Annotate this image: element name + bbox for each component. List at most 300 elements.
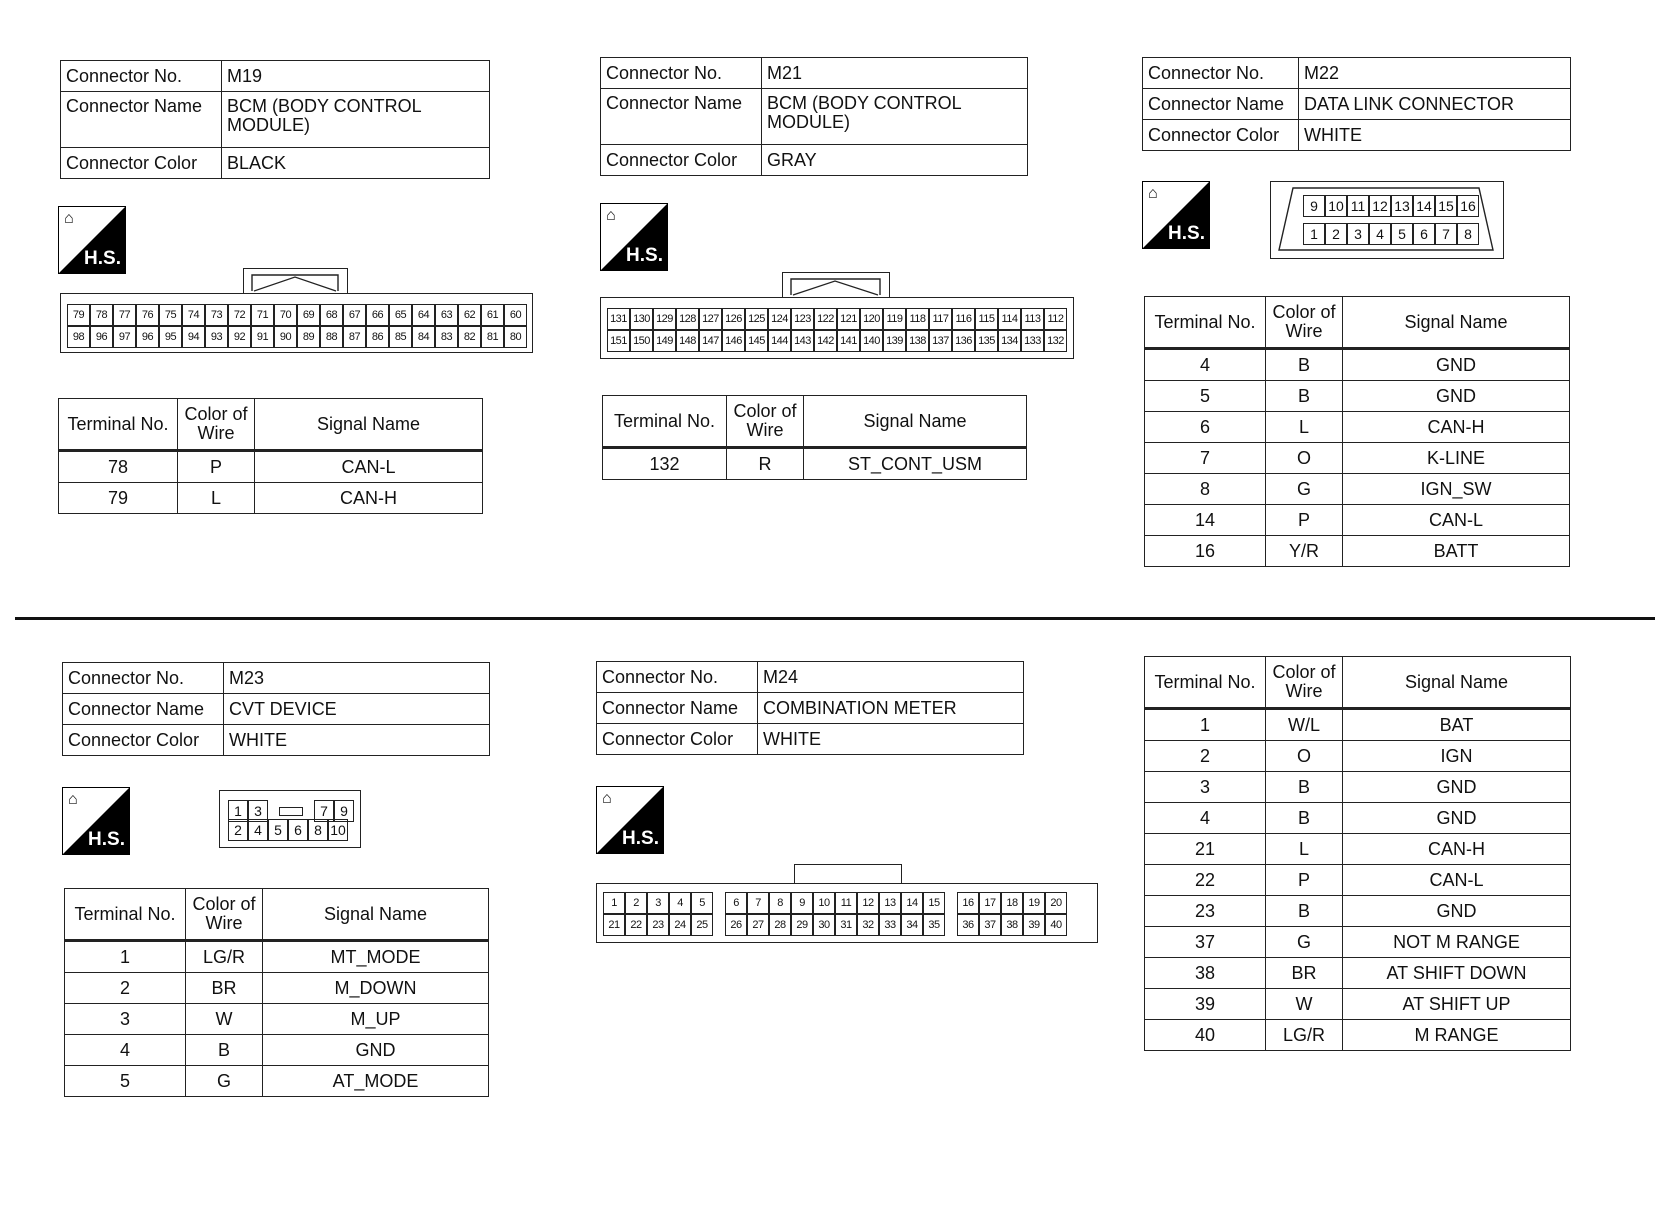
signal-name-cell: BAT <box>1343 709 1571 741</box>
pin-cavity: 30 <box>813 914 835 936</box>
terminal-no-cell: 16 <box>1145 536 1266 567</box>
signal-name-cell: M_UP <box>263 1004 489 1035</box>
terminal-no-cell: 3 <box>65 1004 186 1035</box>
terminal-no-cell: 79 <box>59 483 178 514</box>
pin-cavity: 127 <box>699 308 722 330</box>
signal-name-cell: GND <box>1343 772 1571 803</box>
pin-cavity: 143 <box>791 330 814 352</box>
table-row <box>65 1004 489 1035</box>
signal-name-cell: IGN <box>1343 741 1571 772</box>
signal-name-header: Signal Name <box>263 889 489 941</box>
wire-color-cell: LG/R <box>1266 1020 1343 1051</box>
terminal-no-cell: 38 <box>1145 958 1266 989</box>
m23-connector-face <box>219 790 361 848</box>
terminal-no-cell: 1 <box>1145 709 1266 741</box>
pin-cavity: 62 <box>458 304 481 326</box>
connector-name-label: Connector Name <box>1143 89 1299 120</box>
connector-no-label: Connector No. <box>61 61 222 92</box>
wire-color-cell: B <box>1266 349 1343 381</box>
pin-cavity: 8 <box>1457 223 1479 245</box>
pin-cavity: 15 <box>1435 195 1457 217</box>
pin-cavity: 1 <box>1303 223 1325 245</box>
pin-cavity: 28 <box>769 914 791 936</box>
connector-color-label: Connector Color <box>601 145 762 176</box>
connector-name-label: Connector Name <box>601 89 762 145</box>
table-row <box>1145 709 1571 741</box>
connector-no-value: M23 <box>224 663 490 694</box>
terminal-no-header: Terminal No. <box>603 396 727 448</box>
signal-name-cell: K-LINE <box>1343 443 1570 474</box>
wire-color-cell: LG/R <box>186 941 263 973</box>
table-row <box>1145 803 1571 834</box>
pin-cavity: 133 <box>1021 330 1044 352</box>
m21-terminal-table <box>602 395 1027 480</box>
signal-name-cell: NOT M RANGE <box>1343 927 1571 958</box>
pin-cavity: 131 <box>607 308 630 330</box>
connector-name-value: CVT DEVICE <box>224 694 490 725</box>
pin-cavity: 87 <box>343 326 366 348</box>
signal-name-cell: CAN-L <box>255 451 483 483</box>
pin-cavity: 88 <box>320 326 343 348</box>
table-row <box>65 973 489 1004</box>
pin-cavity: 7 <box>747 892 769 914</box>
pin-cavity: 14 <box>1413 195 1435 217</box>
table-row <box>59 451 483 483</box>
pin-cavity: 19 <box>1023 892 1045 914</box>
signal-name-cell: AT_MODE <box>263 1066 489 1097</box>
wire-color-cell: L <box>178 483 255 514</box>
pin-cavity: 119 <box>883 308 906 330</box>
pin-cavity: 23 <box>647 914 669 936</box>
pin-cavity: 13 <box>879 892 901 914</box>
signal-name-cell: GND <box>1343 349 1570 381</box>
pin-cavity: 67 <box>343 304 366 326</box>
terminal-no-cell: 4 <box>65 1035 186 1066</box>
harness-side-icon: ⌂ H.S. <box>1142 181 1210 249</box>
m23-terminal-table <box>64 888 489 1097</box>
pin-cavity: 14 <box>901 892 923 914</box>
pin-cavity: 79 <box>67 304 90 326</box>
terminal-no-cell: 37 <box>1145 927 1266 958</box>
wire-color-cell: B <box>1266 381 1343 412</box>
pin-cavity: 71 <box>251 304 274 326</box>
pin-cavity: 96 <box>90 326 113 348</box>
pin-cavity: 91 <box>251 326 274 348</box>
connector-color-value: WHITE <box>758 724 1024 755</box>
table-row <box>1145 865 1571 896</box>
pin-cavity: 26 <box>725 914 747 936</box>
pin-cavity: 22 <box>625 914 647 936</box>
terminal-no-header: Terminal No. <box>1145 297 1266 349</box>
connector-name-value: COMBINATION METER <box>758 693 1024 724</box>
connector-name-label: Connector Name <box>63 694 224 725</box>
terminal-no-cell: 39 <box>1145 989 1266 1020</box>
connector-icon: ⌂ <box>606 207 616 224</box>
connector-no-label: Connector No. <box>63 663 224 694</box>
connector-no-label: Connector No. <box>1143 58 1299 89</box>
pin-cavity: 136 <box>952 330 975 352</box>
pin-cavity: 40 <box>1045 914 1067 936</box>
pin-cavity: 95 <box>159 326 182 348</box>
pin-cavity: 117 <box>929 308 952 330</box>
pin-cavity: 2 <box>228 819 248 841</box>
pin-cavity: 10 <box>328 819 348 841</box>
pin-cavity: 89 <box>297 326 320 348</box>
pin-cavity: 6 <box>288 819 308 841</box>
pin-cavity: 31 <box>835 914 857 936</box>
terminal-no-cell: 3 <box>1145 772 1266 803</box>
pin-cavity: 5 <box>268 819 288 841</box>
pin-cavity: 12 <box>857 892 879 914</box>
color-header-line1: Color of <box>192 894 256 914</box>
table-row <box>65 1035 489 1066</box>
connector-no-label: Connector No. <box>597 662 758 693</box>
signal-name-cell: AT SHIFT DOWN <box>1343 958 1571 989</box>
wire-color-cell: O <box>1266 443 1343 474</box>
terminal-no-cell: 132 <box>603 448 727 480</box>
connector-no-value: M19 <box>222 61 490 92</box>
table-row <box>1145 741 1571 772</box>
wire-color-cell: BR <box>1266 958 1343 989</box>
wire-color-cell: L <box>1266 834 1343 865</box>
harness-side-icon: ⌂ H.S. <box>600 203 668 271</box>
terminal-no-cell: 4 <box>1145 349 1266 381</box>
m19-connector-info <box>60 60 490 179</box>
pin-cavity: 36 <box>957 914 979 936</box>
pin-cavity: 115 <box>975 308 998 330</box>
table-row <box>1145 989 1571 1020</box>
table-row <box>1145 412 1570 443</box>
pin-cavity: 9 <box>1303 195 1325 217</box>
wire-color-cell: W/L <box>1266 709 1343 741</box>
pin-cavity: 10 <box>1325 195 1347 217</box>
wire-color-cell: P <box>1266 865 1343 896</box>
terminal-no-header: Terminal No. <box>65 889 186 941</box>
m24-terminal-table <box>1144 656 1571 1051</box>
pin-cavity: 74 <box>182 304 205 326</box>
terminal-no-cell: 78 <box>59 451 178 483</box>
pin-cavity: 15 <box>923 892 945 914</box>
connector-icon: ⌂ <box>64 210 74 227</box>
harness-side-icon: ⌂ H.S. <box>58 206 126 274</box>
connector-no-value: M21 <box>762 58 1028 89</box>
pin-cavity: 21 <box>603 914 625 936</box>
pin-cavity: 77 <box>113 304 136 326</box>
pin-cavity: 24 <box>669 914 691 936</box>
signal-name-cell: M_DOWN <box>263 973 489 1004</box>
pin-cavity: 118 <box>906 308 929 330</box>
pin-gap <box>713 892 725 914</box>
pin-cavity: 93 <box>205 326 228 348</box>
pin-cavity: 129 <box>653 308 676 330</box>
pin-cavity: 139 <box>883 330 906 352</box>
pin-cavity: 29 <box>791 914 813 936</box>
connector-color-value: GRAY <box>762 145 1028 176</box>
pin-cavity: 116 <box>952 308 975 330</box>
pin-cavity: 9 <box>334 800 354 822</box>
pin-cavity: 65 <box>389 304 412 326</box>
pin-cavity: 11 <box>835 892 857 914</box>
pin-cavity: 94 <box>182 326 205 348</box>
pin-cavity: 7 <box>314 800 334 822</box>
pin-cavity: 135 <box>975 330 998 352</box>
table-row <box>1145 834 1571 865</box>
pin-cavity: 32 <box>857 914 879 936</box>
pin-cavity: 8 <box>308 819 328 841</box>
pin-cavity: 3 <box>647 892 669 914</box>
table-row <box>1145 443 1570 474</box>
connector-color-label: Connector Color <box>1143 120 1299 151</box>
pin-cavity: 125 <box>745 308 768 330</box>
table-row <box>1145 896 1571 927</box>
pin-cavity: 140 <box>860 330 883 352</box>
signal-name-cell: GND <box>1343 896 1571 927</box>
pin-cavity: 35 <box>923 914 945 936</box>
terminal-no-cell: 8 <box>1145 474 1266 505</box>
signal-name-header: Signal Name <box>1343 657 1571 709</box>
connector-latch <box>243 268 348 294</box>
terminal-no-cell: 2 <box>65 973 186 1004</box>
pin-cavity: 16 <box>1457 195 1479 217</box>
pin-cavity: 70 <box>274 304 297 326</box>
terminal-no-header: Terminal No. <box>1145 657 1266 709</box>
connector-no-value: M24 <box>758 662 1024 693</box>
harness-side-icon: ⌂ H.S. <box>62 787 130 855</box>
m19-connector-face <box>60 293 533 353</box>
pin-cavity: 34 <box>901 914 923 936</box>
table-row <box>1145 349 1570 381</box>
pin-cavity: 144 <box>768 330 791 352</box>
connector-icon: ⌂ <box>1148 185 1158 202</box>
terminal-no-cell: 22 <box>1145 865 1266 896</box>
terminal-no-cell: 14 <box>1145 505 1266 536</box>
pin-cavity: 145 <box>745 330 768 352</box>
pin-cavity: 9 <box>791 892 813 914</box>
signal-name-cell: CAN-L <box>1343 865 1571 896</box>
pin-cavity: 6 <box>725 892 747 914</box>
pin-cavity: 64 <box>412 304 435 326</box>
terminal-no-cell: 23 <box>1145 896 1266 927</box>
table-row <box>603 448 1027 480</box>
pin-cavity: 12 <box>1369 195 1391 217</box>
harness-side-icon: ⌂ H.S. <box>596 786 664 854</box>
pin-cavity: 8 <box>769 892 791 914</box>
connector-color-label: Connector Color <box>597 724 758 755</box>
terminal-no-cell: 1 <box>65 941 186 973</box>
pin-cavity: 2 <box>1325 223 1347 245</box>
signal-name-header: Signal Name <box>1343 297 1570 349</box>
pin-cavity: 75 <box>159 304 182 326</box>
table-row <box>1145 381 1570 412</box>
terminal-no-cell: 2 <box>1145 741 1266 772</box>
pin-cavity: 114 <box>998 308 1021 330</box>
m22-connector-info <box>1142 57 1571 151</box>
m23-connector-info <box>62 662 490 756</box>
signal-name-header: Signal Name <box>804 396 1027 448</box>
connector-name-line2: MODULE) <box>767 112 851 132</box>
terminal-no-cell: 6 <box>1145 412 1266 443</box>
pin-cavity: 18 <box>1001 892 1023 914</box>
section-divider <box>15 617 1655 620</box>
connector-icon: ⌂ <box>602 790 612 807</box>
pin-cavity: 68 <box>320 304 343 326</box>
pin-cavity: 122 <box>814 308 837 330</box>
pin-cavity: 112 <box>1044 308 1067 330</box>
pin-cavity: 1 <box>228 800 248 822</box>
pin-cavity: 69 <box>297 304 320 326</box>
connector-color-value: WHITE <box>1299 120 1571 151</box>
signal-name-cell: GND <box>1343 381 1570 412</box>
table-row <box>1145 505 1570 536</box>
wire-color-cell: B <box>1266 772 1343 803</box>
pin-cavity: 39 <box>1023 914 1045 936</box>
wire-color-cell: P <box>1266 505 1343 536</box>
m22-terminal-table <box>1144 296 1570 567</box>
connector-latch <box>782 272 890 298</box>
connector-name-line2: MODULE) <box>227 115 311 135</box>
pin-cavity: 78 <box>90 304 113 326</box>
pin-cavity: 1 <box>603 892 625 914</box>
m22-connector-face <box>1270 181 1504 259</box>
table-row <box>59 483 483 514</box>
terminal-no-header: Terminal No. <box>59 399 178 451</box>
connector-name-label: Connector Name <box>597 693 758 724</box>
connector-name-label: Connector Name <box>61 92 222 148</box>
terminal-no-cell: 40 <box>1145 1020 1266 1051</box>
pin-cavity: 137 <box>929 330 952 352</box>
color-header-line1: Color of <box>1272 662 1336 682</box>
wire-color-cell: B <box>186 1035 263 1066</box>
wire-color-cell: W <box>186 1004 263 1035</box>
pin-cavity: 138 <box>906 330 929 352</box>
signal-name-cell: BATT <box>1343 536 1570 567</box>
pin-cavity: 10 <box>813 892 835 914</box>
pin-cavity: 80 <box>504 326 527 348</box>
pin-cavity: 20 <box>1045 892 1067 914</box>
pin-cavity: 90 <box>274 326 297 348</box>
pin-cavity: 72 <box>228 304 251 326</box>
pin-cavity: 5 <box>1391 223 1413 245</box>
pin-cavity: 66 <box>366 304 389 326</box>
pin-cavity: 83 <box>435 326 458 348</box>
pin-cavity: 4 <box>669 892 691 914</box>
pin-cavity: 113 <box>1021 308 1044 330</box>
pin-cavity: 76 <box>136 304 159 326</box>
pin-cavity: 128 <box>676 308 699 330</box>
pin-cavity: 4 <box>1369 223 1391 245</box>
connector-color-label: Connector Color <box>63 725 224 756</box>
color-header-line2: Wire <box>1285 321 1323 341</box>
terminal-no-cell: 4 <box>1145 803 1266 834</box>
signal-name-cell: M RANGE <box>1343 1020 1571 1051</box>
pin-cavity: 151 <box>607 330 630 352</box>
pin-cavity: 123 <box>791 308 814 330</box>
pin-cavity: 141 <box>837 330 860 352</box>
pin-cavity: 121 <box>837 308 860 330</box>
signal-name-cell: GND <box>263 1035 489 1066</box>
m19-terminal-table <box>58 398 483 514</box>
m21-connector-face <box>600 297 1074 359</box>
terminal-no-cell: 5 <box>1145 381 1266 412</box>
pin-cavity: 81 <box>481 326 504 348</box>
connector-color-value: BLACK <box>222 148 490 179</box>
table-row <box>1145 927 1571 958</box>
signal-name-cell: MT_MODE <box>263 941 489 973</box>
signal-name-cell: CAN-H <box>1343 834 1571 865</box>
table-row <box>65 1066 489 1097</box>
pin-cavity: 82 <box>458 326 481 348</box>
signal-name-cell: CAN-L <box>1343 505 1570 536</box>
wire-color-cell: G <box>186 1066 263 1097</box>
pin-gap <box>945 892 957 914</box>
pin-cavity: 2 <box>625 892 647 914</box>
pin-cavity: 13 <box>1391 195 1413 217</box>
pin-cavity: 3 <box>1347 223 1369 245</box>
color-header-line2: Wire <box>1285 681 1323 701</box>
pin-gap <box>713 914 725 936</box>
signal-name-cell: CAN-H <box>255 483 483 514</box>
connector-no-label: Connector No. <box>601 58 762 89</box>
wire-color-cell: G <box>1266 927 1343 958</box>
pin-cavity: 147 <box>699 330 722 352</box>
signal-name-cell: IGN_SW <box>1343 474 1570 505</box>
pin-cavity: 84 <box>412 326 435 348</box>
wire-color-cell: R <box>727 448 804 480</box>
pin-cavity: 150 <box>630 330 653 352</box>
table-row <box>1145 958 1571 989</box>
signal-name-cell: ST_CONT_USM <box>804 448 1027 480</box>
connector-latch <box>794 864 902 884</box>
pin-cavity: 124 <box>768 308 791 330</box>
pin-cavity: 16 <box>957 892 979 914</box>
terminal-no-cell: 7 <box>1145 443 1266 474</box>
pin-cavity: 11 <box>1347 195 1369 217</box>
signal-name-cell: CAN-H <box>1343 412 1570 443</box>
color-header-line2: Wire <box>746 420 784 440</box>
pin-cavity: 126 <box>722 308 745 330</box>
table-row <box>65 941 489 973</box>
table-row <box>1145 772 1571 803</box>
table-row <box>1145 1020 1571 1051</box>
pin-cavity: 6 <box>1413 223 1435 245</box>
wire-color-cell: B <box>1266 803 1343 834</box>
wire-color-cell: P <box>178 451 255 483</box>
pin-cavity: 25 <box>691 914 713 936</box>
pin-cavity: 86 <box>366 326 389 348</box>
color-header-line2: Wire <box>197 423 235 443</box>
pin-cavity: 27 <box>747 914 769 936</box>
table-row <box>1145 474 1570 505</box>
pin-cavity: 92 <box>228 326 251 348</box>
table-row <box>1145 536 1570 567</box>
pin-cavity: 148 <box>676 330 699 352</box>
pin-cavity: 120 <box>860 308 883 330</box>
m21-connector-info <box>600 57 1028 176</box>
wire-color-cell: B <box>1266 896 1343 927</box>
pin-cavity: 146 <box>722 330 745 352</box>
pin-cavity: 5 <box>691 892 713 914</box>
signal-name-cell: AT SHIFT UP <box>1343 989 1571 1020</box>
pin-cavity: 33 <box>879 914 901 936</box>
color-header-line1: Color of <box>733 401 797 421</box>
terminal-no-cell: 21 <box>1145 834 1266 865</box>
m24-connector-info <box>596 661 1024 755</box>
pin-cavity: 85 <box>389 326 412 348</box>
connector-name-value: DATA LINK CONNECTOR <box>1299 89 1571 120</box>
connector-name-line1: BCM (BODY CONTROL <box>227 96 422 116</box>
m24-connector-face <box>596 883 1098 943</box>
pin-cavity: 130 <box>630 308 653 330</box>
